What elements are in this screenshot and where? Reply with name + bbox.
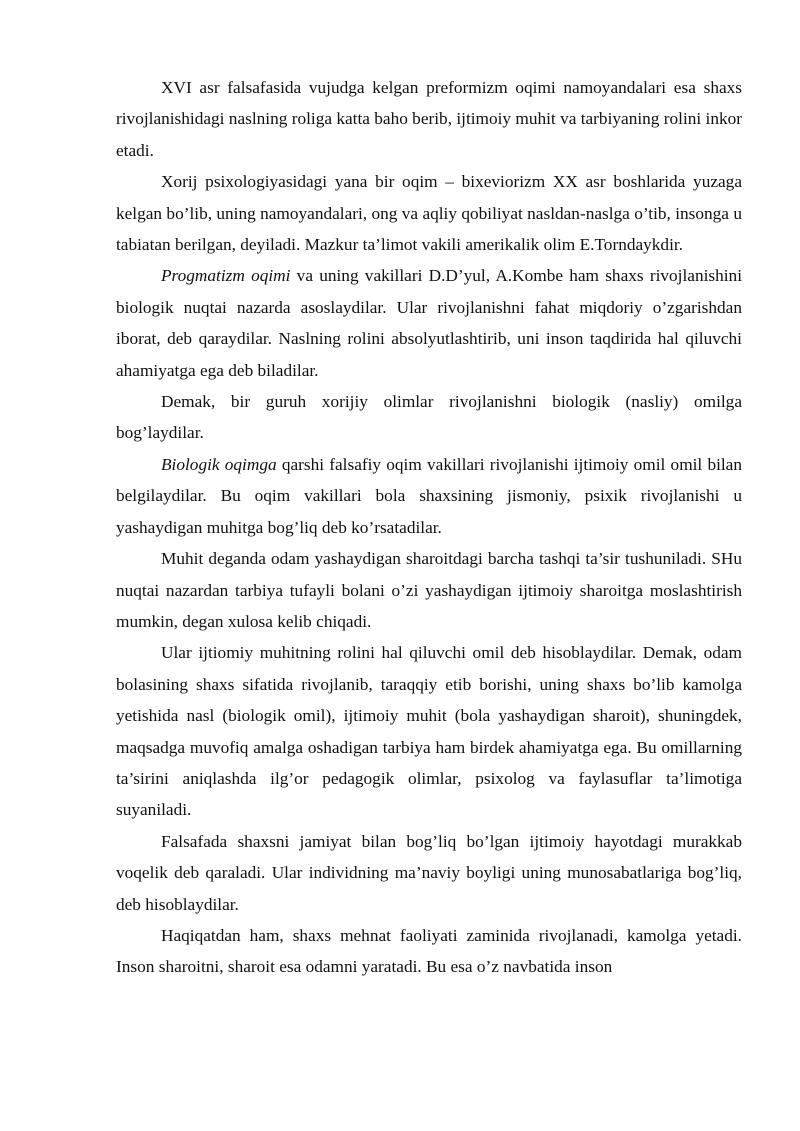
paragraph-9 <box>116 920 742 983</box>
paragraph-8-text: Falsafada shaxsni jamiyat bilan bog’liq bo’lgan ijtimoiy hayotdagi murakkab voqelik deb qaraladi. Ular individning ma’naviy boyligi uning munosabatlariga bog’liq, deb hisoblaydilar. <box>116 831 742 914</box>
paragraph-1 <box>116 72 742 166</box>
paragraph-6-text: Muhit deganda odam yashaydigan sharoitdagi barcha tashqi ta’sir tushuniladi. SHu nuqtai nazardan tarbiya tufayli bolani o’zi yashaydigan ijtimoiy sharoitga moslashtirish mumkin, degan xulosa kelib chiqadi. <box>116 549 742 631</box>
paragraph-3 <box>116 260 742 386</box>
paragraph-5-italic: Biologik oqimga <box>161 454 277 474</box>
paragraph-3-text: va uning vakillari D.D’yul, A.Kombe ham shaxs rivojlanishini biologik nuqtai nazarda asoslaydilar. Ular rivojlanishni fahat miqdoriy o’zgarishdan iborat, deb qaraydilar. Naslning rolini absolyutlashtirib, uni inson taqdirida hal qiluvchi ahamiyatga ega deb biladilar. <box>116 266 742 380</box>
paragraph-5 <box>116 449 742 543</box>
paragraph-1-text: XVI asr falsafasida vujudga kelgan preformizm oqimi namoyandalari esa shaxs rivojlanishidagi naslning roliga katta baho berib, ijtimoiy muhit va tarbiyaning rolini inkor etadi. <box>116 78 742 160</box>
document-body <box>116 72 742 983</box>
paragraph-7-text: Ular ijtiomiy muhitning rolini hal qiluvchi omil deb hisoblaydilar. Demak, odam bolasining shaxs sifatida rivojlanib, taraqqiy etib borishi, uning shaxs bo’lib kamolga yetishida nasl (biologik omil), ijtimoiy muhit (bola yashaydigan sharoit), shuningdek, maqsadga muvofiq amalga oshadigan tarbiya ham birdek ahamiyatga ega. Bu omillarning ta’sirini aniqlashda ilg’or pedagogik olimlar, psixolog va faylasuflar ta’limotiga suyaniladi. <box>116 643 742 820</box>
paragraph-8 <box>116 826 742 920</box>
paragraph-2-text: Xorij psixologiyasidagi yana bir oqim – bixeviorizm XX asr boshlarida yuzaga kelgan bo’lib, uning namoyandalari, ong va aqliy qobiliyat nasldan-naslga o’tib, insonga u tabiatan berilgan, deyiladi. Mazkur ta’limot vakili amerikalik olim E.Torndaykdir. <box>116 172 742 255</box>
paragraph-4 <box>116 386 742 449</box>
paragraph-4-text: Demak, bir guruh xorijiy olimlar rivojlanishni biologik (nasliy) omilga bog’laydilar. <box>116 392 742 443</box>
paragraph-7 <box>116 637 742 825</box>
paragraph-2 <box>116 166 742 260</box>
paragraph-9-text: Haqiqatdan ham, shaxs mehnat faoliyati zaminida rivojlanadi, kamolga yetadi. Inson sharoitni, sharoit esa odamni yaratadi. Bu esa o’z navbatida inson <box>116 925 742 977</box>
paragraph-5-text: qarshi falsafiy oqim vakillari rivojlanishi ijtimoiy omil omil bilan belgilaydilar. Bu oqim vakillari bola shaxsining jismoniy, psixik rivojlanishi u yashaydigan muhitga bog’liq deb ko’rsatadilar. <box>116 454 742 537</box>
paragraph-3-italic: Progmatizm oqimi <box>161 266 291 286</box>
paragraph-6 <box>116 543 742 637</box>
